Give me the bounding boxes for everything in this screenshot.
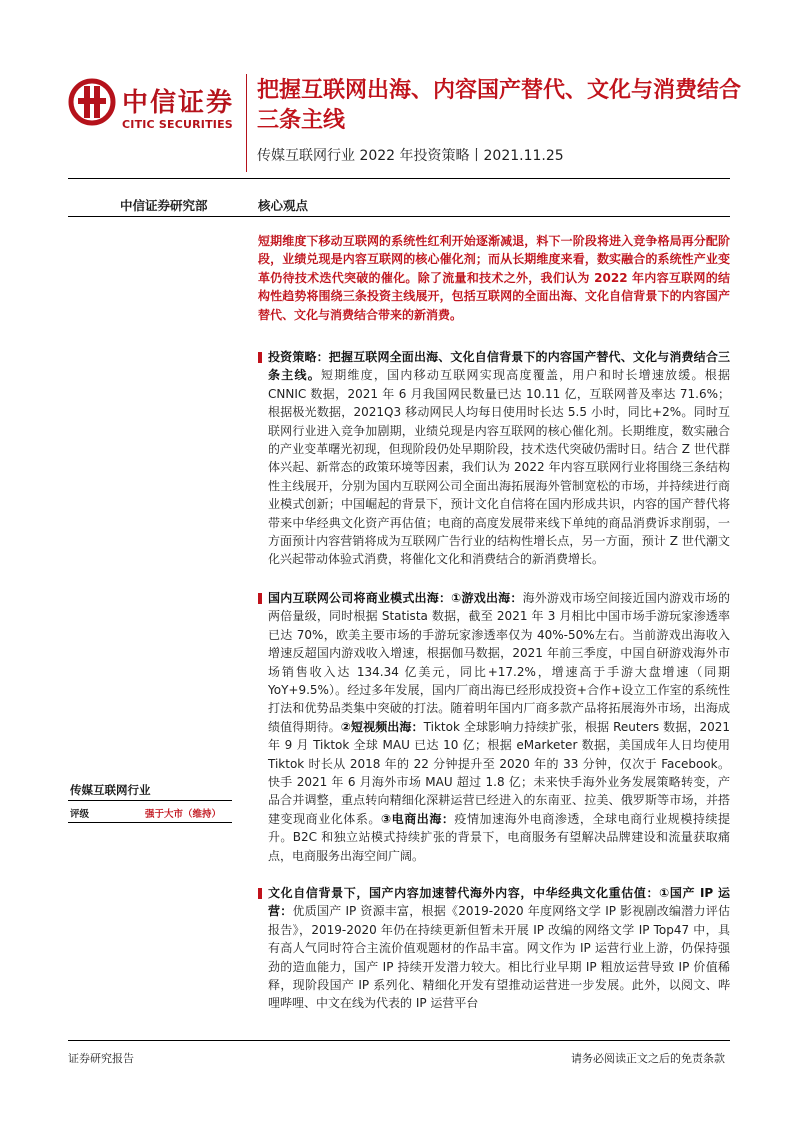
sidebar-rule-bottom — [68, 822, 232, 823]
summary-paragraph: 短期维度下移动互联网的系统性红利开始逐渐减退，料下一阶段将进入竞争格局再分配阶段，业绩兑现是内容互联网的核心催化剂；而从长期维度来看，数实融合的系统性产业变革仍待技术迭代突破的催化。除了流量和技术之外，我们认为 2022 年内容互联网的结构性趋势将围绕三条投资主线展开，包括互联网的全面出海、文化自信背景下的内容国产替代、文化与消费结合带来的新消费。 — [258, 234, 730, 322]
bullet-lead: 文化自信背景下，国产内容加速替代海外内容，中华经典文化重估值：①国产 IP 运营： — [268, 886, 730, 919]
sidebar-rule — [68, 800, 232, 801]
bullet-text-2: Tiktok 全球影响力持续扩张，根据 Reuters 数据，2021 年 9 月 Tiktok 全球 MAU 已达 10 亿；根据 eMarketer 数据，美国成年人日均使用 Tiktok 时长从 2018 年的 22 分钟提升至 2020 年的 33 分钟，仅次于 Facebook。快手 2021 年 6 月海外市场 MAU 超过 1.8 亿；未来快手海外业务发展策略转变，产品合并调整，重点转向精细化深耕运营已经进入的东南亚、拉美、俄罗斯等市场，并搭建变现商业化体系。 — [268, 719, 730, 826]
header-rule — [68, 178, 730, 179]
bullet-marker — [258, 352, 262, 363]
footer-rule — [68, 1040, 730, 1041]
bullet-strategy — [258, 348, 730, 569]
bullet-lead: 国内互联网公司将商业模式出海：①游戏出海： — [268, 591, 523, 605]
bullet-text-3: 疫情加速海外电商渗透，全球电商行业规模持续提升。B2C 和独立站模式持续扩张的背景下，电商服务有望解决品牌建设和流量获取痛点，电商服务出海空间广阔。 — [268, 811, 730, 863]
industry-name: 传媒互联网行业 — [70, 783, 151, 797]
report-title: 把握互联网出海、内容国产替代、文化与消费结合三条主线 — [257, 78, 742, 133]
department-label: 中信证券研究部 — [120, 198, 208, 213]
footer-disclaimer: 请务必阅读正文之后的免责条款 — [571, 1052, 725, 1065]
bullet-lead: 投资策略：把握互联网全面出海、文化自信背景下的内容国产替代、文化与消费结合三条主线。 — [268, 350, 730, 383]
company-logo — [68, 78, 243, 138]
footer-left: 证券研究报告 — [68, 1052, 134, 1065]
bullet-lead-2: ②短视频出海： — [340, 719, 424, 734]
bullet-marker — [258, 593, 262, 604]
report-subtitle: 传媒互联网行业 2022 年投资策略丨2021.11.25 — [257, 148, 564, 164]
bullet-overseas — [258, 589, 730, 865]
brand-name-en: CITIC SECURITIES — [122, 118, 233, 131]
header-divider — [246, 74, 247, 172]
bullet-culture — [258, 884, 730, 1013]
citic-logo-icon — [68, 78, 116, 126]
section-heading: 核心观点 — [258, 198, 309, 213]
rating-label: 评级 — [70, 809, 90, 820]
bullet-text: 短期维度，国内移动互联网实现高度覆盖，用户和时长增速放缓。根据 CNNIC 数据，2021 年 6 月我国网民数量已达 10.11 亿，互联网普及率达 71.6%；根据极光数据，2021Q3 移动网民人均每日使用时长达 5.5 小时，同比+2%。同时互联网行业进入竞争加剧期，业绩兑现是内容互联网的核心催化剂。长期维度，数实融合的产业变革曙光初现，但现阶段仍处早期阶段，技术迭代突破仍需时日。结合 Z 世代群体兴起、新常态的政策环境等因素，我们认为 2022 年内容互联网行业将围绕三条结构性主线展开，分别为国内互联网公司全面出海拓展海外管制宽松的市场，并持续进行商业模式创新；中国崛起的背景下，预计文化自信将在国内形成共识，内容的国产替代将带来中华经典文化资产再估值；电商的高度发展带来线下单纯的商品消费诉求削弱，一方面预计内容营销将成为互联网广告行业的结构性增长点，另一方面，预计 Z 世代潮文化兴起带动体验式消费，将催化文化和消费结合的新消费增长。 — [268, 368, 730, 567]
rating-value: 强于大市（维持） — [145, 809, 222, 820]
bullet-marker — [258, 888, 262, 899]
bullet-text: 海外游戏市场空间接近国内游戏市场的两倍量级，同时根据 Statista 数据，截至 2021 年 3 月相比中国市场手游玩家渗透率已达 70%，欧美主要市场的手游玩家渗透率仅为 40%-50%左右。当前游戏出海收入增速反超国内游戏收入增速，根据伽马数据，2021 年前三季度，中国自研游戏海外市场销售收入达 134.34 亿美元，同比+17.2%，增速高于手游大盘增速（同期 YoY+9.5%）。经过多年发展，国内厂商出海已经形成投资+合作+设立工作室的系统性打法和优势品类集中突破的打法。随着明年国内厂商多款产品将拓展海外市场，出海成绩值得期待。 — [268, 591, 730, 734]
brand-name-cn: 中信证券 — [122, 88, 235, 118]
bullet-text: 优质国产 IP 资源丰富，根据《2019-2020 年度网络文学 IP 影视剧改编潜力评估报告》，2019-2020 年仍在持续更新但暂未开展 IP 改编的网络文学 IP Top47 中，具有高人气同时符合主流价值观题材的作品丰富。网文作为 IP 运营行业上游，仍保持强劲的造血能力，国产 IP 持续开发潜力较大。相比行业早期 IP 粗放运营导致 IP 价值稀释，现阶段国产 IP 系列化、精细化开发有望推动运营进一步发展。此外，以阅文、哔哩哔哩、中文在线为代表的 IP 运营平台 — [268, 904, 730, 1011]
bullet-lead-3: ③电商出海： — [380, 811, 455, 826]
section-rule — [68, 216, 730, 217]
